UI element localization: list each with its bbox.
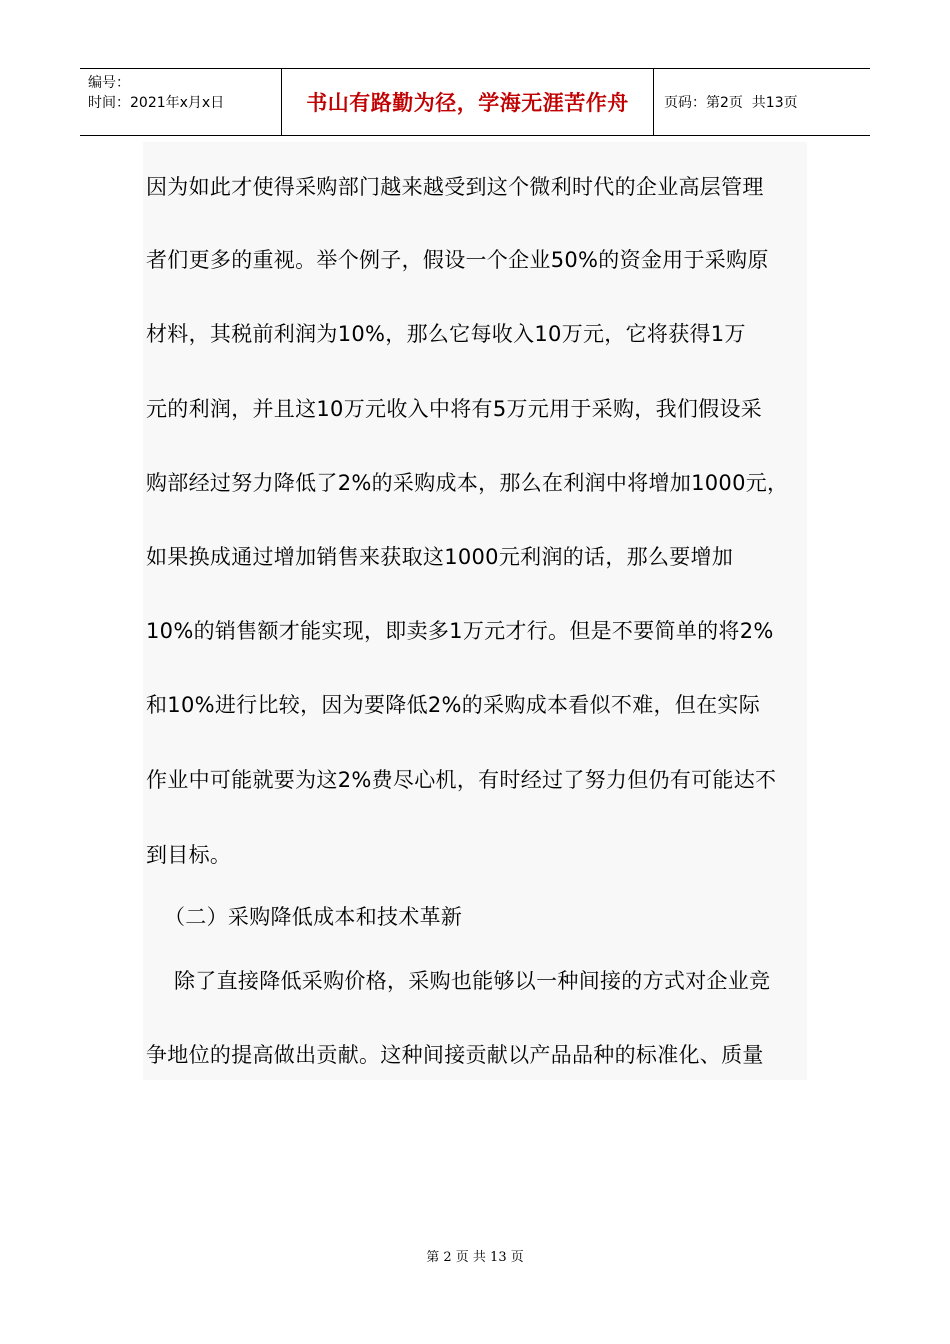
section-heading: （二）采购降低成本和技术革新 bbox=[164, 905, 463, 929]
paragraph-line: 如果换成通过增加销售来获取这1000元利润的话，那么要增加 bbox=[146, 545, 734, 569]
header-page-label: 页码：第2页 共13页 bbox=[664, 95, 798, 111]
paragraph-line: 争地位的提高做出贡献。这种间接贡献以产品品种的标准化、质量 bbox=[146, 1043, 764, 1067]
paragraph-line: 和10%进行比较，因为要降低2%的采购成本看似不难，但在实际 bbox=[146, 693, 760, 717]
paragraph-line: 除了直接降低采购价格，采购也能够以一种间接的方式对企业竞 bbox=[174, 969, 771, 993]
paragraph-line: 因为如此才使得采购部门越来越受到这个微利时代的企业高层管理 bbox=[146, 175, 764, 199]
paragraph-line: 10%的销售额才能实现，即卖多1万元才行。但是不要简单的将2% bbox=[146, 619, 774, 643]
page-footer: 第 2 页 共 13 页 bbox=[426, 1250, 524, 1265]
header-table bbox=[80, 68, 870, 136]
paragraph-line: 元的利润，并且这10万元收入中将有5万元用于采购，我们假设采 bbox=[146, 397, 763, 421]
paragraph-line: 作业中可能就要为这2%费尽心机，有时经过了努力但仍有可能达不 bbox=[146, 768, 777, 792]
header-motto: 书山有路勤为径，学海无涯苦作舟 bbox=[306, 91, 629, 115]
header-meta-cell bbox=[80, 69, 282, 135]
header-page-cell bbox=[654, 69, 870, 135]
content-area bbox=[143, 142, 807, 1080]
paragraph-line: 材料，其税前利润为10%，那么它每收入10万元，它将获得1万 bbox=[146, 322, 746, 346]
document-number-label: 编号： bbox=[88, 75, 130, 91]
paragraph-line: 到目标。 bbox=[146, 843, 232, 867]
paragraph-line: 购部经过努力降低了2%的采购成本，那么在利润中将增加1000元， bbox=[146, 471, 789, 495]
document-time-label: 时间：2021年x月x日 bbox=[88, 95, 225, 111]
header-motto-cell bbox=[282, 69, 654, 135]
paragraph-line: 者们更多的重视。举个例子，假设一个企业50%的资金用于采购原 bbox=[146, 248, 769, 272]
